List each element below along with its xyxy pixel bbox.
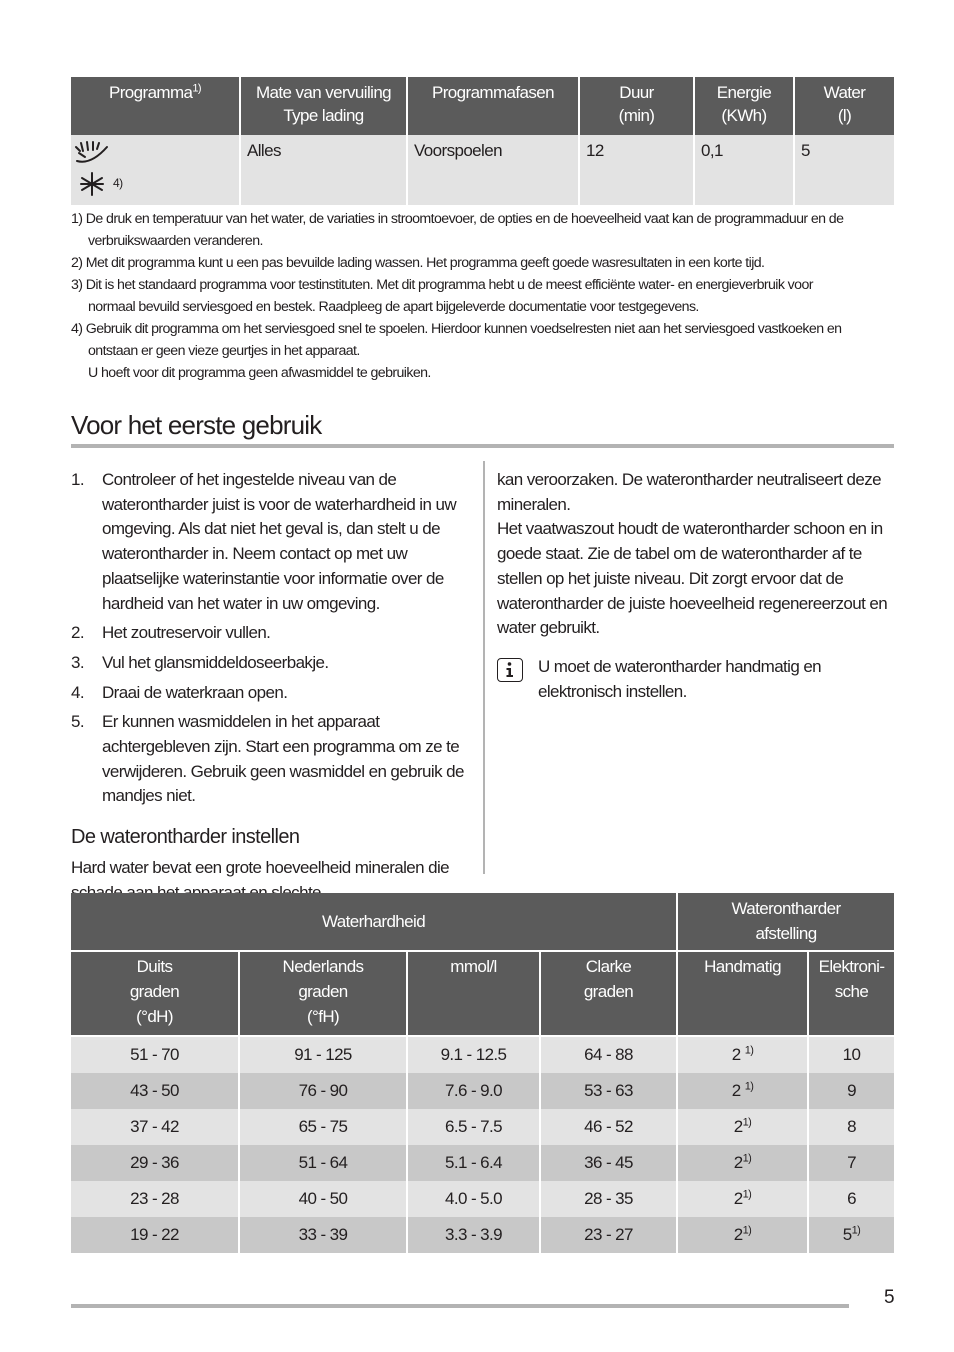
step-text: Controleer of het ingestelde niveau van de waterontharder juist is voor de waterhardheid in uw omgeving. Als dat niet het geval is, dan stelt u de waterontharder in. Neem contact op met uw plaatselijke waterinstantie voor informatie over de hardheid van het water in uw omgeving.: [102, 470, 456, 613]
cell-fasen: Voorspoelen: [407, 135, 579, 205]
table-row: [71, 1073, 894, 1109]
left-column: [71, 468, 471, 930]
cell-mmol: 7.6 - 9.0: [407, 1073, 540, 1109]
cell-mmol: 9.1 - 12.5: [407, 1036, 540, 1073]
step-text: Vul het glansmiddeldoseerbakje.: [102, 652, 329, 672]
cell-hand: 2$^{1)}$: [677, 1217, 808, 1253]
prewash-spray-icon: [73, 139, 113, 167]
cell-elek: 9: [808, 1073, 894, 1109]
info-icon: [497, 658, 523, 682]
asterisk-icon: [79, 171, 105, 197]
section-title: Voor het eerste gebruik: [71, 410, 322, 440]
list-item: [71, 681, 471, 706]
icon-footnote-ref: 4): [113, 176, 123, 190]
cell-fh: 40 - 50: [239, 1181, 407, 1217]
cell-mmol: 3.3 - 3.9: [407, 1217, 540, 1253]
section-title-rule: [71, 444, 894, 448]
program-icon-cell: [71, 135, 240, 205]
col-handmatig: Handmatig: [677, 951, 808, 1036]
step-number: 1.: [71, 470, 84, 489]
table-row: [71, 135, 894, 205]
footnotes: [71, 208, 901, 384]
cell-clarke: 23 - 27: [540, 1217, 677, 1253]
cell-elek: 6: [808, 1181, 894, 1217]
table-row: [71, 1036, 894, 1073]
footnote-4-cont: ontstaan er geen vieze geurtjes in het apparaat.: [88, 343, 360, 359]
footnote-1-cont: verbruikswaarden veranderen.: [88, 233, 263, 249]
cell-hand: 2$^{1)}$: [677, 1145, 808, 1181]
cell-elek: 10: [808, 1036, 894, 1073]
cell-fh: 33 - 39: [239, 1217, 407, 1253]
program-table-header: [71, 77, 894, 135]
col-nederlands: Nederlands graden (°fH): [239, 951, 407, 1036]
page-number: 5: [884, 1287, 894, 1308]
col-vervuiling: Mate van vervuiling Type lading: [240, 77, 407, 135]
group-waterhardheid: Waterhardheid: [71, 893, 677, 951]
cell-dh: 23 - 28: [71, 1181, 239, 1217]
cell-energie: 0,1: [694, 135, 794, 205]
col-clarke: Clarke graden: [540, 951, 677, 1036]
step-number: 4.: [71, 682, 84, 702]
cell-fh: 51 - 64: [239, 1145, 407, 1181]
cell-dh: 43 - 50: [71, 1073, 239, 1109]
table-row: [71, 1181, 894, 1217]
step-text: Het zoutreservoir vullen.: [102, 623, 271, 643]
cell-hand: 2 $^{1)}$: [677, 1036, 808, 1073]
cell-dh: 29 - 36: [71, 1145, 239, 1181]
cell-fh: 65 - 75: [239, 1109, 407, 1145]
cell-fh: 76 - 90: [239, 1073, 407, 1109]
col-water: Water (l): [794, 77, 894, 135]
cell-clarke: 64 - 88: [540, 1036, 677, 1073]
col-energie: Energie (KWh): [694, 77, 794, 135]
info-text: U moet de waterontharder handmatig en elektronisch instellen.: [538, 656, 822, 701]
cell-clarke: 28 - 35: [540, 1181, 677, 1217]
right-paragraph-1: kan veroorzaken. De waterontharder neutraliseert deze mineralen.: [497, 470, 881, 514]
step-number: 2.: [71, 623, 84, 643]
footnote-2: 2) Met dit programma kunt u een pas bevuilde lading wassen. Het programma geeft goede wasresultaten in een korte tijd.: [71, 255, 765, 271]
cell-clarke: 46 - 52: [540, 1109, 677, 1145]
footnote-3-cont: normaal bevuild serviesgoed en bestek. Raadpleeg de apart bijgeleverde documentatie voor testgegevens.: [88, 299, 699, 315]
cell-vervuiling: Alles: [240, 135, 407, 205]
cell-hand: 2$^{1)}$: [677, 1109, 808, 1145]
step-text: Draai de waterkraan open.: [102, 682, 288, 702]
water-table-group-header: [71, 893, 894, 951]
right-column: [497, 468, 894, 704]
col-duits: Duits graden (°dH): [71, 951, 239, 1036]
cell-clarke: 53 - 63: [540, 1073, 677, 1109]
group-afstelling: Waterontharder afstelling: [677, 893, 894, 951]
footer-rule: [71, 1304, 849, 1308]
col-mmol: mmol/l: [407, 951, 540, 1036]
cell-duur: 12: [579, 135, 694, 205]
water-hardness-table: [71, 893, 894, 1253]
cell-dh: 19 - 22: [71, 1217, 239, 1253]
steps-list: [71, 468, 471, 809]
program-table: [71, 77, 894, 205]
step-text: Er kunnen wasmiddelen in het apparaat achtergebleven zijn. Start een programma om ze te verwijderen. Gebruik geen wasmiddel en gebruik de mandjes niet.: [102, 712, 464, 806]
step-number: 5.: [71, 712, 84, 732]
left-paragraph: Hard water bevat een grote hoeveelheid mineralen die: [71, 857, 450, 877]
col-elektronisch: Elektroni- sche: [808, 951, 894, 1036]
col-fasen: Programmafasen: [407, 77, 579, 135]
cell-hand: 2$^{1)}$: [677, 1181, 808, 1217]
cell-clarke: 36 - 45: [540, 1145, 677, 1181]
cell-dh: 51 - 70: [71, 1036, 239, 1073]
info-note: [497, 655, 894, 704]
cell-water: 5: [794, 135, 894, 205]
list-item: [71, 710, 471, 809]
subheading: De waterontharder instellen: [71, 826, 300, 849]
cell-mmol: 5.1 - 6.4: [407, 1145, 540, 1181]
footnote-1: 1) De druk en temperatuur van het water, de variaties in stroomtoevoer, de opties en de hoeveelheid vaat kan de programmaduur en de: [71, 211, 844, 227]
cell-hand: 2 $^{1)}$: [677, 1073, 808, 1109]
right-paragraph-2: Het vaatwaszout houdt de waterontharder schoon en in goede staat. Zie de tabel om de waterontharder af te stellen op het juiste niveau. Dit zorgt ervoor dat de waterontharder de juiste hoeveelheid regenereerzout en water gebruikt.: [497, 519, 888, 638]
table-row: [71, 1145, 894, 1181]
table-row: [71, 1109, 894, 1145]
step-number: 3.: [71, 652, 84, 672]
cell-dh: 37 - 42: [71, 1109, 239, 1145]
list-item: [71, 468, 471, 616]
cell-mmol: 6.5 - 7.5: [407, 1109, 540, 1145]
cell-elek: 7: [808, 1145, 894, 1181]
water-table-col-header: [71, 951, 894, 1036]
list-item: [71, 621, 471, 646]
cell-elek: 5$^{1)}$: [808, 1217, 894, 1253]
cell-fh: 91 - 125: [239, 1036, 407, 1073]
column-divider: [483, 461, 485, 874]
cell-elek: 8: [808, 1109, 894, 1145]
footnote-3: 3) Dit is het standaard programma voor testinstituten. Met dit programma hebt u de meest efficiënte water- en energieverbruik voor: [71, 277, 813, 293]
cell-mmol: 4.0 - 5.0: [407, 1181, 540, 1217]
list-item: [71, 651, 471, 676]
footnote-4-cont2: U hoeft voor dit programma geen afwasmiddel te gebruiken.: [88, 365, 431, 381]
footnote-4: 4) Gebruik dit programma om het serviesgoed snel te spoelen. Hierdoor kunnen voedselresten niet aan het serviesgoed vastkoeken en: [71, 321, 842, 337]
col-programma: Programma$^{1)}$: [71, 77, 240, 135]
col-duur: Duur (min): [579, 77, 694, 135]
table-row: [71, 1217, 894, 1253]
